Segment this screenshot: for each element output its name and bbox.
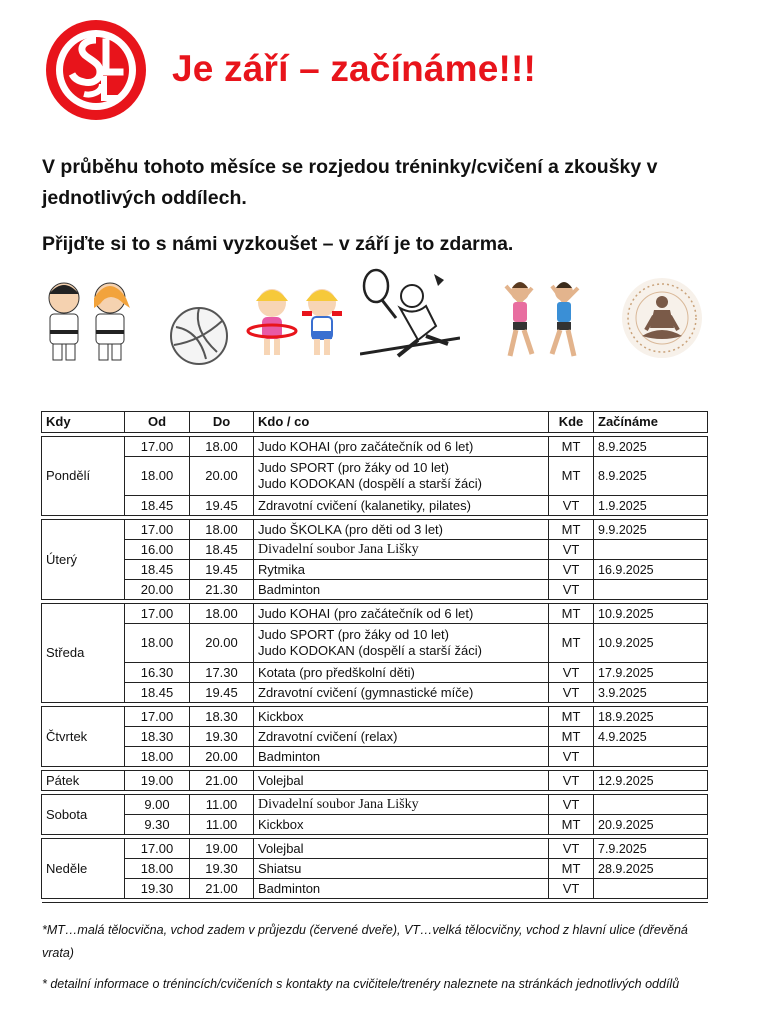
day-cell: Úterý (42, 520, 125, 600)
time-to: 21.00 (190, 879, 254, 899)
time-from: 9.00 (125, 795, 190, 815)
header-kdo-co: Kdo / co (254, 412, 549, 433)
time-to: 18.00 (190, 604, 254, 624)
time-to: 19.45 (190, 683, 254, 703)
time-from: 18.45 (125, 496, 190, 516)
activity-cell (254, 520, 549, 540)
table-row (42, 839, 708, 859)
table-row (42, 457, 708, 496)
start-date-cell: 16.9.2025 (594, 560, 708, 580)
start-date-cell (594, 580, 708, 600)
start-date-cell: 4.9.2025 (594, 727, 708, 747)
time-from: 18.45 (125, 683, 190, 703)
activity-name: Judo KOHAI (pro začátečník od 6 let) (258, 438, 474, 454)
table-row (42, 663, 708, 683)
time-from: 19.00 (125, 771, 190, 791)
activity-name: Badminton (258, 880, 321, 896)
location-cell: VT (549, 663, 594, 683)
table-row (42, 580, 708, 600)
table-row (42, 604, 708, 624)
activity-cell (254, 747, 549, 767)
fitness-women-picture (496, 276, 590, 364)
start-date-cell: 7.9.2025 (594, 839, 708, 859)
location-cell: VT (549, 560, 594, 580)
start-date-cell: 10.9.2025 (594, 604, 708, 624)
start-date-cell: 18.9.2025 (594, 707, 708, 727)
location-cell: VT (549, 795, 594, 815)
table-row (42, 771, 708, 791)
header-do: Do (190, 412, 254, 433)
activity-name: Rytmika (258, 561, 305, 577)
activity-cell (254, 795, 549, 815)
activity-cell (254, 815, 549, 835)
location-cell: VT (549, 879, 594, 899)
start-date-cell: 10.9.2025 (594, 624, 708, 663)
location-cell: VT (549, 496, 594, 516)
time-to: 20.00 (190, 457, 254, 496)
intro-invitation: Přijďte si to s námi vyzkoušet – v září je to zdarma. (42, 233, 514, 255)
start-date-cell (594, 747, 708, 767)
day-cell: Pondělí (42, 437, 125, 516)
activity-cell (254, 771, 549, 791)
time-from: 18.30 (125, 727, 190, 747)
schedule-table (41, 411, 708, 903)
activity-name: Divadelní soubor Jana Lišky (258, 541, 419, 557)
intro-text: V průběhu tohoto měsíce se rozjedou tréninky/cvičení a zkoušky v jednotlivých oddílech. (42, 156, 658, 209)
table-row (42, 879, 708, 899)
time-to: 19.45 (190, 560, 254, 580)
details-note: * detailní informace o trénincích/cvičeních s kontakty na cvičitele/trenéry naleznete na stránkách jednotlivých oddílů (42, 977, 680, 991)
page-title: Je září – začínáme!!! (172, 48, 537, 89)
time-to: 19.45 (190, 496, 254, 516)
activity-cell (254, 540, 549, 560)
table-row (42, 520, 708, 540)
yoga-meditation-picture (620, 276, 704, 360)
table-row (42, 624, 708, 663)
activity-cell (254, 580, 549, 600)
table-end (42, 899, 708, 903)
activity-name: Kotata (pro předškolní děti) (258, 664, 415, 680)
start-date-cell (594, 540, 708, 560)
table-row (42, 496, 708, 516)
start-date-cell: 1.9.2025 (594, 496, 708, 516)
day-cell: Čtvrtek (42, 707, 125, 767)
time-from: 9.30 (125, 815, 190, 835)
time-from: 16.30 (125, 663, 190, 683)
table-row (42, 795, 708, 815)
start-date-cell: 3.9.2025 (594, 683, 708, 703)
start-date-cell (594, 795, 708, 815)
activity-name: Volejbal (258, 840, 304, 856)
time-to: 19.00 (190, 839, 254, 859)
badminton-player-picture (360, 266, 460, 366)
time-to: 21.30 (190, 580, 254, 600)
header-kde: Kde (549, 412, 594, 433)
location-cell: MT (549, 707, 594, 727)
activity-cell (254, 457, 549, 496)
activity-cell (254, 437, 549, 457)
activity-name: Judo ŠKOLKA (pro děti od 3 let) (258, 521, 443, 537)
activity-name: Judo SPORT (pro žáky od 10 let) (258, 460, 450, 475)
table-row (42, 747, 708, 767)
activity-name: Judo KODOKAN (dospělí a starší žáci) (258, 476, 482, 491)
activity-name: Judo SPORT (pro žáky od 10 let) (258, 627, 450, 642)
table-row (42, 859, 708, 879)
location-note: *MT…malá tělocvična, vchod zadem v průjezdu (červené dveře), VT…velká tělocvičny, vchod z hlavní ulice (dřevěná vrata) (42, 923, 688, 960)
location-cell: VT (549, 683, 594, 703)
start-date-cell: 12.9.2025 (594, 771, 708, 791)
table-row (42, 707, 708, 727)
activity-name: Shiatsu (258, 860, 302, 876)
activity-cell (254, 707, 549, 727)
activity-name: Badminton (258, 581, 321, 597)
time-from: 18.00 (125, 859, 190, 879)
activity-name: Zdravotní cvičení (gymnastické míče) (258, 684, 474, 700)
time-from: 20.00 (125, 580, 190, 600)
location-cell: MT (549, 457, 594, 496)
activity-cell (254, 683, 549, 703)
activity-cell (254, 879, 549, 899)
time-from: 18.45 (125, 560, 190, 580)
location-cell: VT (549, 839, 594, 859)
day-cell: Středa (42, 604, 125, 703)
day-cell: Neděle (42, 839, 125, 899)
activity-name: Kickbox (258, 708, 304, 724)
time-to: 11.00 (190, 815, 254, 835)
activity-cell (254, 624, 549, 663)
day-cell: Pátek (42, 771, 125, 791)
time-to: 18.00 (190, 437, 254, 457)
header-od: Od (125, 412, 190, 433)
time-from: 17.00 (125, 604, 190, 624)
table-row (42, 540, 708, 560)
start-date-cell: 9.9.2025 (594, 520, 708, 540)
table-header-row (42, 412, 708, 433)
activity-cell (254, 727, 549, 747)
start-date-cell: 28.9.2025 (594, 859, 708, 879)
time-from: 17.00 (125, 437, 190, 457)
location-cell: VT (549, 540, 594, 560)
gymnastics-kids-picture (244, 285, 348, 363)
activity-name: Volejbal (258, 772, 304, 788)
time-to: 19.30 (190, 859, 254, 879)
location-cell: MT (549, 815, 594, 835)
time-to: 17.30 (190, 663, 254, 683)
time-to: 20.00 (190, 747, 254, 767)
start-date-cell: 8.9.2025 (594, 437, 708, 457)
time-to: 20.00 (190, 624, 254, 663)
activity-name: Divadelní soubor Jana Lišky (258, 796, 419, 812)
time-from: 19.30 (125, 879, 190, 899)
location-cell: MT (549, 520, 594, 540)
start-date-cell: 20.9.2025 (594, 815, 708, 835)
time-to: 18.45 (190, 540, 254, 560)
schedule-body (42, 433, 708, 903)
time-from: 17.00 (125, 707, 190, 727)
time-to: 18.30 (190, 707, 254, 727)
activity-cell (254, 859, 549, 879)
start-date-cell: 8.9.2025 (594, 457, 708, 496)
time-from: 16.00 (125, 540, 190, 560)
table-row (42, 815, 708, 835)
location-cell: VT (549, 580, 594, 600)
header-kdy: Kdy (42, 412, 125, 433)
start-date-cell: 17.9.2025 (594, 663, 708, 683)
time-to: 11.00 (190, 795, 254, 815)
location-cell: MT (549, 727, 594, 747)
table-row (42, 437, 708, 457)
location-cell: MT (549, 624, 594, 663)
time-from: 18.00 (125, 457, 190, 496)
activity-cell (254, 560, 549, 580)
time-from: 17.00 (125, 839, 190, 859)
activity-name: Kickbox (258, 816, 304, 832)
judo-kids-picture (40, 278, 138, 364)
activity-name: Zdravotní cvičení (kalanetiky, pilates) (258, 497, 471, 513)
location-cell: MT (549, 604, 594, 624)
time-from: 18.00 (125, 747, 190, 767)
table-row (42, 560, 708, 580)
activity-name: Badminton (258, 748, 321, 764)
time-from: 17.00 (125, 520, 190, 540)
activity-cell (254, 663, 549, 683)
location-cell: VT (549, 771, 594, 791)
table-row (42, 683, 708, 703)
time-from: 18.00 (125, 624, 190, 663)
start-date-cell (594, 879, 708, 899)
activity-name: Judo KOHAI (pro začátečník od 6 let) (258, 605, 474, 621)
location-cell: MT (549, 859, 594, 879)
day-cell: Sobota (42, 795, 125, 835)
activity-cell (254, 496, 549, 516)
header-zaciname: Začínáme (594, 412, 708, 433)
location-cell: MT (549, 437, 594, 457)
table-row (42, 727, 708, 747)
time-to: 19.30 (190, 727, 254, 747)
activity-cell (254, 839, 549, 859)
activity-name: Judo KODOKAN (dospělí a starší žáci) (258, 643, 482, 658)
club-logo (44, 18, 148, 122)
activity-name: Zdravotní cvičení (relax) (258, 728, 398, 744)
time-to: 18.00 (190, 520, 254, 540)
location-cell: VT (549, 747, 594, 767)
volleyball-picture (168, 305, 230, 367)
activity-cell (254, 604, 549, 624)
time-to: 21.00 (190, 771, 254, 791)
